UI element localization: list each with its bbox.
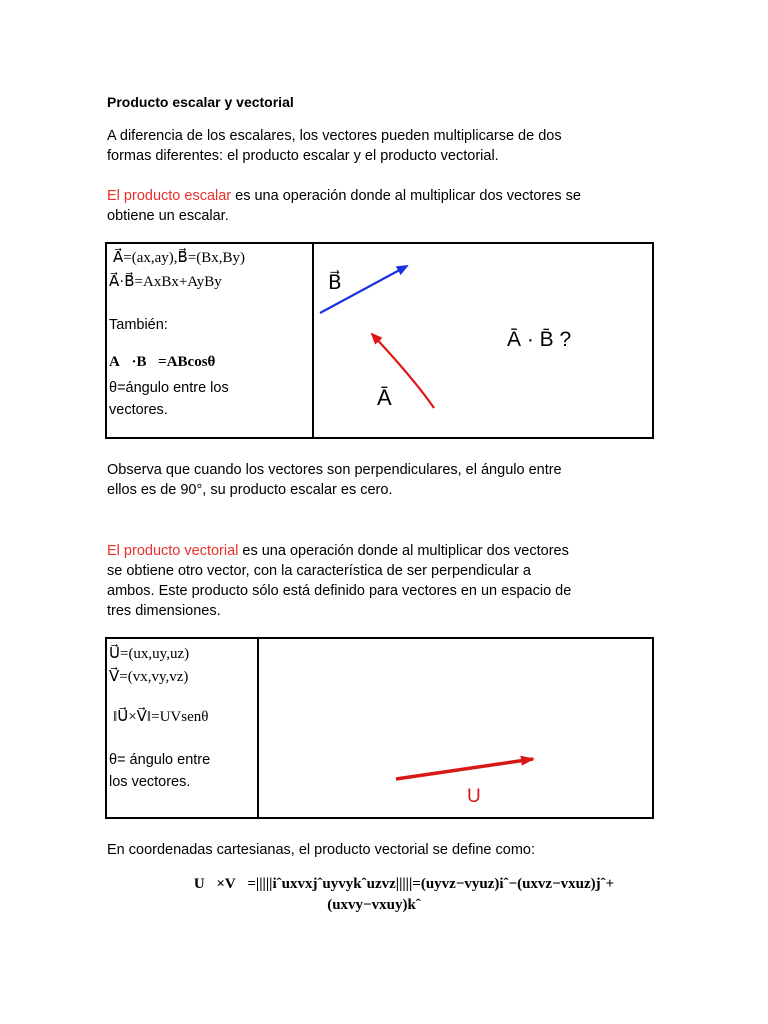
- theta2-line-1: θ= ángulo entre: [109, 752, 211, 768]
- cross-magnitude-eq: ‖U⃗×V⃗‖=UVsenθ: [113, 709, 209, 725]
- formula-line-2: (uxvy−vxuy)kˆ: [327, 897, 421, 913]
- intro-line-2: formas diferentes: el producto escalar y el producto vectorial.: [107, 148, 499, 164]
- observa-line-1: Observa que cuando los vectores son perpendiculares, el ángulo entre: [107, 462, 562, 478]
- theta-line-1: θ=ángulo entre los: [109, 380, 229, 396]
- cross-product-formula: [0, 876, 768, 914]
- vector-u-arrow: [396, 759, 533, 779]
- theta-description: [109, 377, 229, 421]
- theta-description-2: [109, 749, 210, 793]
- escalar-definition: [107, 186, 667, 226]
- intro-line-1: A diferencia de los escalares, los vectores pueden multiplicarse de dos: [107, 128, 562, 144]
- theta2-line-2: los vectores.: [109, 774, 191, 790]
- v-components: V⃗=(vx,vy,vz): [109, 669, 189, 685]
- escalar-eq-cos: A⃗·B⃗=ABcosθ: [109, 354, 216, 370]
- vector-b-label: B⃗: [328, 272, 342, 294]
- escalar-eq-dot-expanded: A⃗·B⃗=AxBx+AyBy: [109, 274, 222, 290]
- u-components: U⃗=(ux,uy,uz): [109, 646, 190, 662]
- observa-paragraph: [107, 460, 667, 500]
- formula-line-1: U⃗×V⃗=|||||iˆuxvxjˆuyvykˆuzvz|||||=(uyvz−vyuz)iˆ−(uxvz−vxuz)jˆ+: [193, 876, 615, 892]
- vectorial-line-2: se obtiene otro vector, con la característica de ser perpendicular a: [107, 563, 531, 579]
- cartesianas-text: En coordenadas cartesianas, el producto vectorial se define como:: [107, 842, 535, 858]
- observa-line-2: ellos es de 90°, su producto escalar es cero.: [107, 482, 393, 498]
- theta-line-2: vectores.: [109, 402, 168, 418]
- intro-paragraph: [107, 126, 667, 166]
- escalar-rest: es una operación donde al multiplicar dos vectores se: [231, 188, 581, 204]
- escalar-highlight: El producto escalar: [107, 188, 232, 204]
- vector-u-diagram: [259, 639, 652, 817]
- vectorial-table: [105, 637, 654, 819]
- vectorial-definition: [107, 541, 687, 621]
- tambien-label: También:: [109, 317, 168, 333]
- escalar-eq-components: A⃗=(ax,ay),B⃗=(Bx,By): [113, 250, 246, 266]
- page-title: Producto escalar y vectorial: [107, 94, 294, 110]
- vector-diagram: [314, 244, 652, 437]
- vectorial-line-3: ambos. Este producto sólo está definido para vectores en un espacio de: [107, 583, 572, 599]
- vectorial-highlight: El producto vectorial: [107, 543, 239, 559]
- vectorial-line-4: tres dimensiones.: [107, 603, 221, 619]
- vector-u-label: U: [467, 786, 481, 807]
- escalar-line-2: obtiene un escalar.: [107, 208, 229, 224]
- dot-product-question: Ā · B̄ ?: [507, 328, 572, 351]
- escalar-table: [105, 242, 654, 439]
- vectorial-rest: es una operación donde al multiplicar dos vectores: [238, 543, 569, 559]
- vector-a-label: Ā: [377, 385, 392, 410]
